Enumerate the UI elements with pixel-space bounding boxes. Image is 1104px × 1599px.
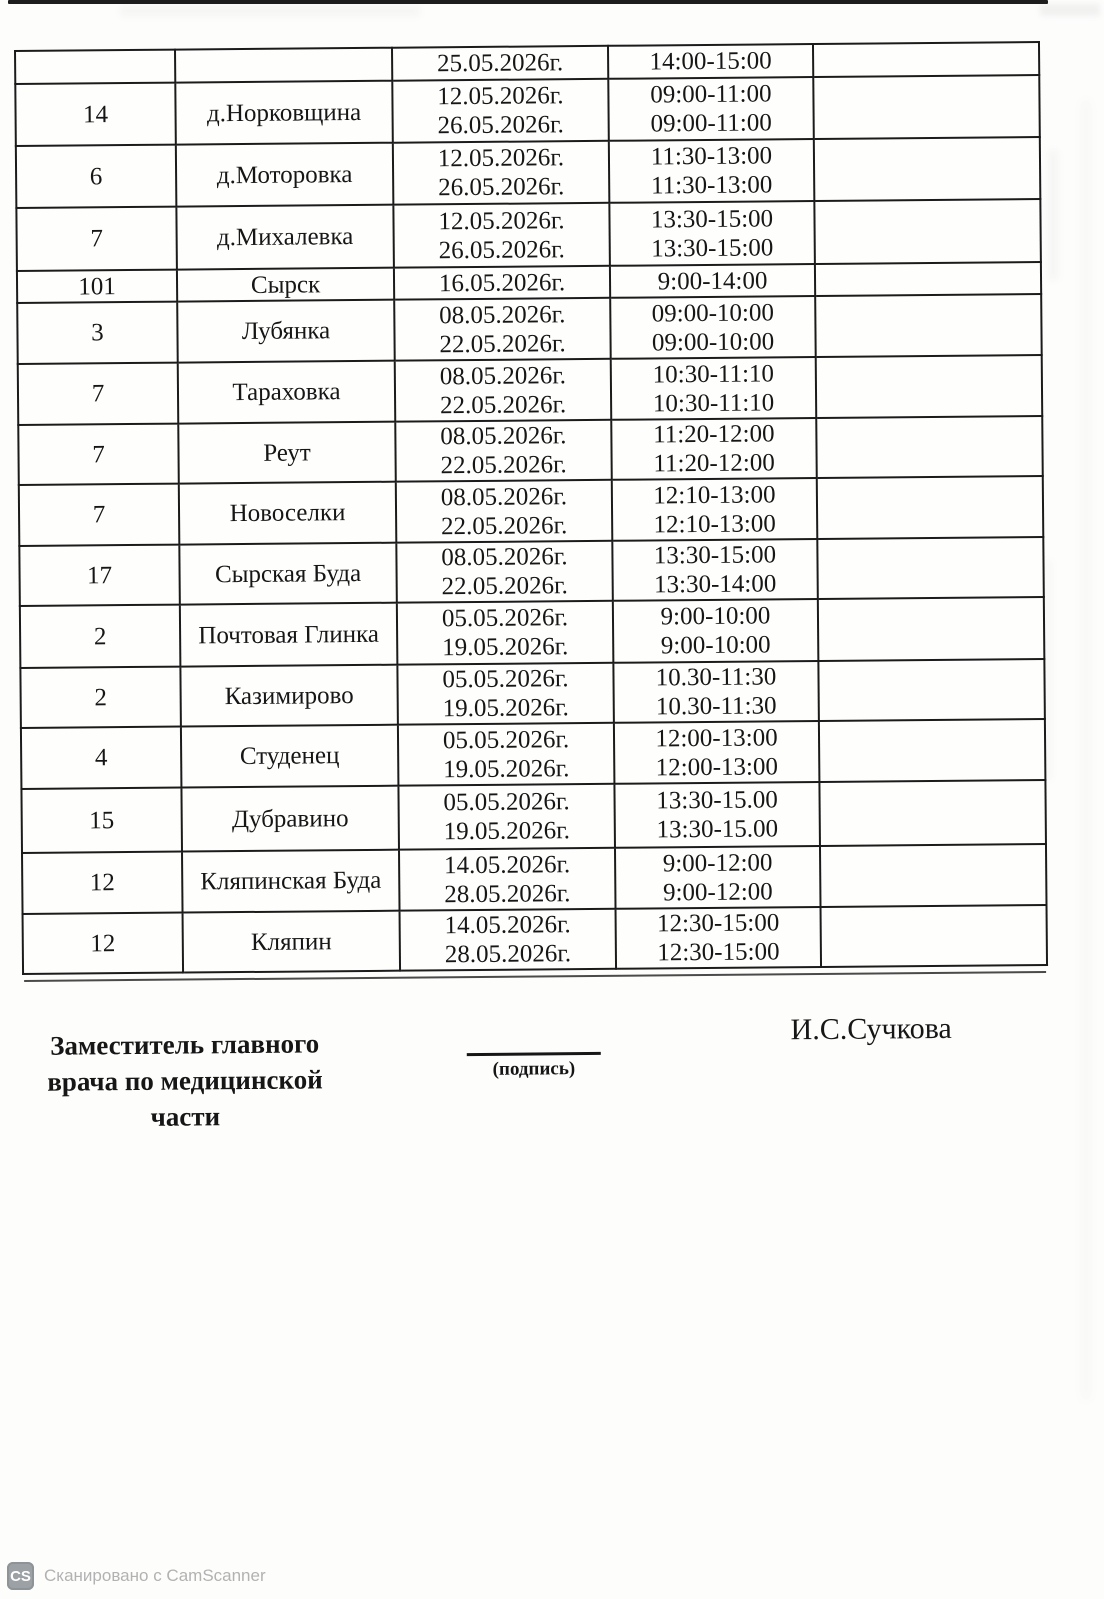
route-number-cell: 14 [15, 83, 176, 146]
notes-cell [813, 42, 1039, 77]
table-row [17, 294, 1041, 364]
scan-smudge [1040, 4, 1100, 16]
settlement-cell: д.Моторовка [176, 143, 394, 207]
dates-cell: 16.05.2026г. [394, 266, 610, 300]
date-line: 22.05.2026г. [441, 572, 568, 601]
time-line: 11:30-13:00 [650, 142, 773, 171]
schedule-table [14, 41, 1048, 975]
settlement-cell [175, 48, 392, 83]
scan-smudge [1082, 100, 1090, 1400]
settlement-cell: Студенец [181, 725, 399, 788]
time-line: 10.30-11:30 [655, 692, 777, 721]
date-line: 19.05.2026г. [443, 754, 570, 783]
table-row [21, 719, 1045, 789]
settlement-cell: Сырская Буда [179, 543, 397, 605]
date-line: 22.05.2026г. [439, 329, 566, 358]
time-line: 9:00-10:00 [660, 602, 771, 631]
date-line: 05.05.2026г. [442, 665, 569, 694]
signatory-position-title [39, 1025, 332, 1136]
table-row [15, 75, 1040, 146]
date-line: 12.05.2026г. [438, 206, 565, 235]
time-line: 13:30-15:00 [653, 541, 777, 570]
time-line: 11:20-12:00 [653, 449, 775, 478]
table-row [21, 780, 1046, 853]
dates-cell [393, 203, 610, 268]
time-line: 9:00-12:00 [662, 877, 773, 906]
date-line: 14.05.2026г. [443, 850, 571, 879]
dates-cell [397, 601, 614, 665]
time-line: 13:30-15.00 [656, 786, 778, 815]
table-row [20, 659, 1044, 728]
route-number-cell: 101 [17, 270, 177, 303]
dates-cell [393, 141, 610, 205]
times-cell: 9:00-14:00 [610, 264, 815, 298]
route-number-cell: 7 [18, 363, 179, 425]
times-cell [612, 539, 818, 601]
settlement-cell: Лубянка [177, 300, 395, 363]
time-line: 11:20-12:00 [653, 420, 775, 449]
position-title-line: части [150, 1101, 221, 1132]
date-line: 14.05.2026г. [444, 911, 571, 940]
notes-cell [815, 262, 1041, 296]
settlement-cell: Дубравино [181, 786, 399, 852]
position-title-line: врача по медицинской [47, 1064, 323, 1097]
table-row [22, 844, 1046, 914]
table-row [16, 137, 1041, 208]
time-line: 12:00-13:00 [655, 752, 779, 781]
times-cell [608, 77, 814, 141]
table-row [19, 537, 1043, 606]
table-row [18, 416, 1042, 485]
date-line: 08.05.2026г. [439, 300, 566, 329]
dates-cell [400, 909, 617, 971]
date-line: 08.05.2026г. [441, 543, 568, 572]
notes-cell [819, 780, 1046, 846]
position-title-line: Заместитель главного [50, 1028, 320, 1061]
notes-cell [816, 416, 1043, 478]
time-line: 09:00-11:00 [650, 80, 772, 109]
time-line: 13:30-15.00 [656, 815, 779, 844]
table-row [16, 199, 1041, 271]
route-number-cell [15, 50, 175, 84]
signature-line [467, 1052, 601, 1056]
date-line: 08.05.2026г. [440, 422, 567, 451]
date-line: 26.05.2026г. [438, 235, 565, 264]
time-line: 9:00-12:00 [662, 848, 773, 877]
date-line: 05.05.2026г. [442, 725, 570, 754]
notes-cell [817, 476, 1044, 539]
time-line: 12:10-13:00 [653, 480, 776, 509]
route-number-cell: 2 [20, 667, 181, 728]
date-line: 08.05.2026г. [439, 361, 567, 390]
times-cell [614, 721, 820, 784]
date-line: 26.05.2026г. [437, 111, 564, 140]
time-line: 09:00-10:00 [651, 327, 775, 356]
notes-cell [818, 597, 1045, 661]
notes-cell [813, 75, 1040, 139]
times-cell [611, 357, 817, 420]
time-line: 12:10-13:00 [653, 509, 776, 538]
camscanner-badge-icon: CS [7, 1562, 34, 1590]
route-number-cell: 3 [17, 302, 178, 364]
notes-cell [818, 659, 1045, 721]
notes-cell [819, 719, 1046, 782]
time-line: 10.30-11:30 [655, 663, 777, 692]
time-line: 13:30-14:00 [653, 570, 777, 599]
date-line: 22.05.2026г. [440, 451, 567, 480]
route-number-cell: 15 [21, 788, 182, 853]
document-content [14, 41, 1082, 1132]
dates-cell [396, 480, 613, 543]
times-cell [609, 201, 815, 266]
times-cell [610, 296, 816, 359]
date-line: 22.05.2026г. [439, 390, 567, 419]
camscanner-watermark-text: Сканировано с CamScanner [44, 1566, 266, 1585]
table-row [20, 597, 1045, 668]
dates-cell [395, 359, 612, 422]
route-number-cell: 17 [19, 545, 180, 606]
time-line: 12:30-15:00 [656, 909, 780, 938]
date-line: 12.05.2026г. [437, 144, 565, 173]
time-line: 12:30-15:00 [657, 938, 780, 967]
date-line: 05.05.2026г. [443, 788, 570, 817]
settlement-cell: д.Михалевка [176, 205, 394, 270]
times-cell [613, 661, 819, 723]
route-number-cell: 7 [16, 207, 177, 271]
route-number-cell: 12 [23, 913, 184, 974]
scan-edge-line [8, 0, 1048, 4]
route-number-cell: 12 [22, 852, 183, 914]
settlement-cell: д.Норковщина [175, 81, 393, 145]
settlement-cell: Реут [178, 422, 396, 484]
time-line: 11:30-13:00 [650, 171, 773, 200]
time-line: 09:00-10:00 [651, 298, 775, 327]
table-row [23, 905, 1047, 974]
settlement-cell: Казимирово [180, 665, 398, 727]
notes-cell [820, 844, 1047, 907]
settlement-cell: Почтовая Глинка [180, 603, 398, 667]
route-number-cell: 7 [18, 424, 179, 485]
time-line: 10:30-11:10 [652, 388, 775, 417]
dates-cell [399, 848, 616, 911]
times-cell [611, 418, 817, 480]
dates-cell [397, 663, 614, 725]
date-line: 28.05.2026г. [444, 940, 572, 969]
settlement-cell: Сырск [177, 268, 394, 302]
date-line: 19.05.2026г. [443, 817, 571, 846]
date-line: 22.05.2026г. [440, 511, 568, 540]
dates-cell [395, 420, 612, 482]
route-number-cell: 2 [20, 605, 181, 668]
route-number-cell: 7 [19, 484, 180, 546]
date-line: 28.05.2026г. [444, 879, 571, 908]
dates-cell [392, 79, 609, 143]
settlement-cell: Новоселки [179, 482, 397, 545]
time-line: 10:30-11:10 [652, 359, 775, 388]
notes-cell [815, 294, 1042, 357]
signatory-name: И.С.Сучкова [790, 1011, 952, 1047]
times-cell [609, 139, 815, 203]
times-cell [614, 782, 820, 848]
notes-cell [814, 137, 1041, 201]
date-line: 19.05.2026г. [442, 633, 569, 662]
date-line: 08.05.2026г. [440, 482, 568, 511]
time-line: 9:00-10:00 [660, 631, 771, 660]
dates-cell [394, 298, 611, 361]
table-row [18, 355, 1042, 425]
camscanner-watermark [7, 1562, 266, 1590]
dates-cell [396, 541, 613, 603]
times-cell [615, 846, 821, 909]
times-cell: 14:00-15:00 [608, 44, 813, 79]
times-cell [613, 599, 819, 663]
date-line: 26.05.2026г. [438, 173, 565, 202]
table-row [19, 476, 1043, 546]
route-number-cell: 6 [16, 145, 177, 208]
times-cell [616, 907, 822, 969]
time-line: 13:30-15:00 [651, 233, 774, 262]
time-line: 09:00-11:00 [650, 109, 772, 138]
dates-cell [398, 723, 615, 786]
notes-cell [814, 199, 1041, 264]
dates-cell [398, 784, 615, 850]
route-number-cell: 4 [21, 727, 182, 789]
dates-cell: 25.05.2026г. [392, 46, 608, 81]
times-cell [612, 478, 818, 541]
signature-caption: (подпись) [492, 1058, 576, 1080]
date-line: 19.05.2026г. [442, 694, 569, 723]
date-line: 12.05.2026г. [437, 82, 564, 111]
settlement-cell: Кляпинская Буда [182, 850, 400, 913]
notes-cell [816, 355, 1043, 418]
scan-smudge [120, 6, 420, 16]
settlement-cell: Кляпин [183, 911, 401, 973]
date-line: 05.05.2026г. [441, 604, 569, 633]
notes-cell [817, 537, 1044, 599]
settlement-cell: Тараховка [178, 361, 396, 424]
notes-cell [821, 905, 1048, 967]
time-line: 13:30-15:00 [650, 204, 774, 233]
time-line: 12:00-13:00 [655, 723, 778, 752]
